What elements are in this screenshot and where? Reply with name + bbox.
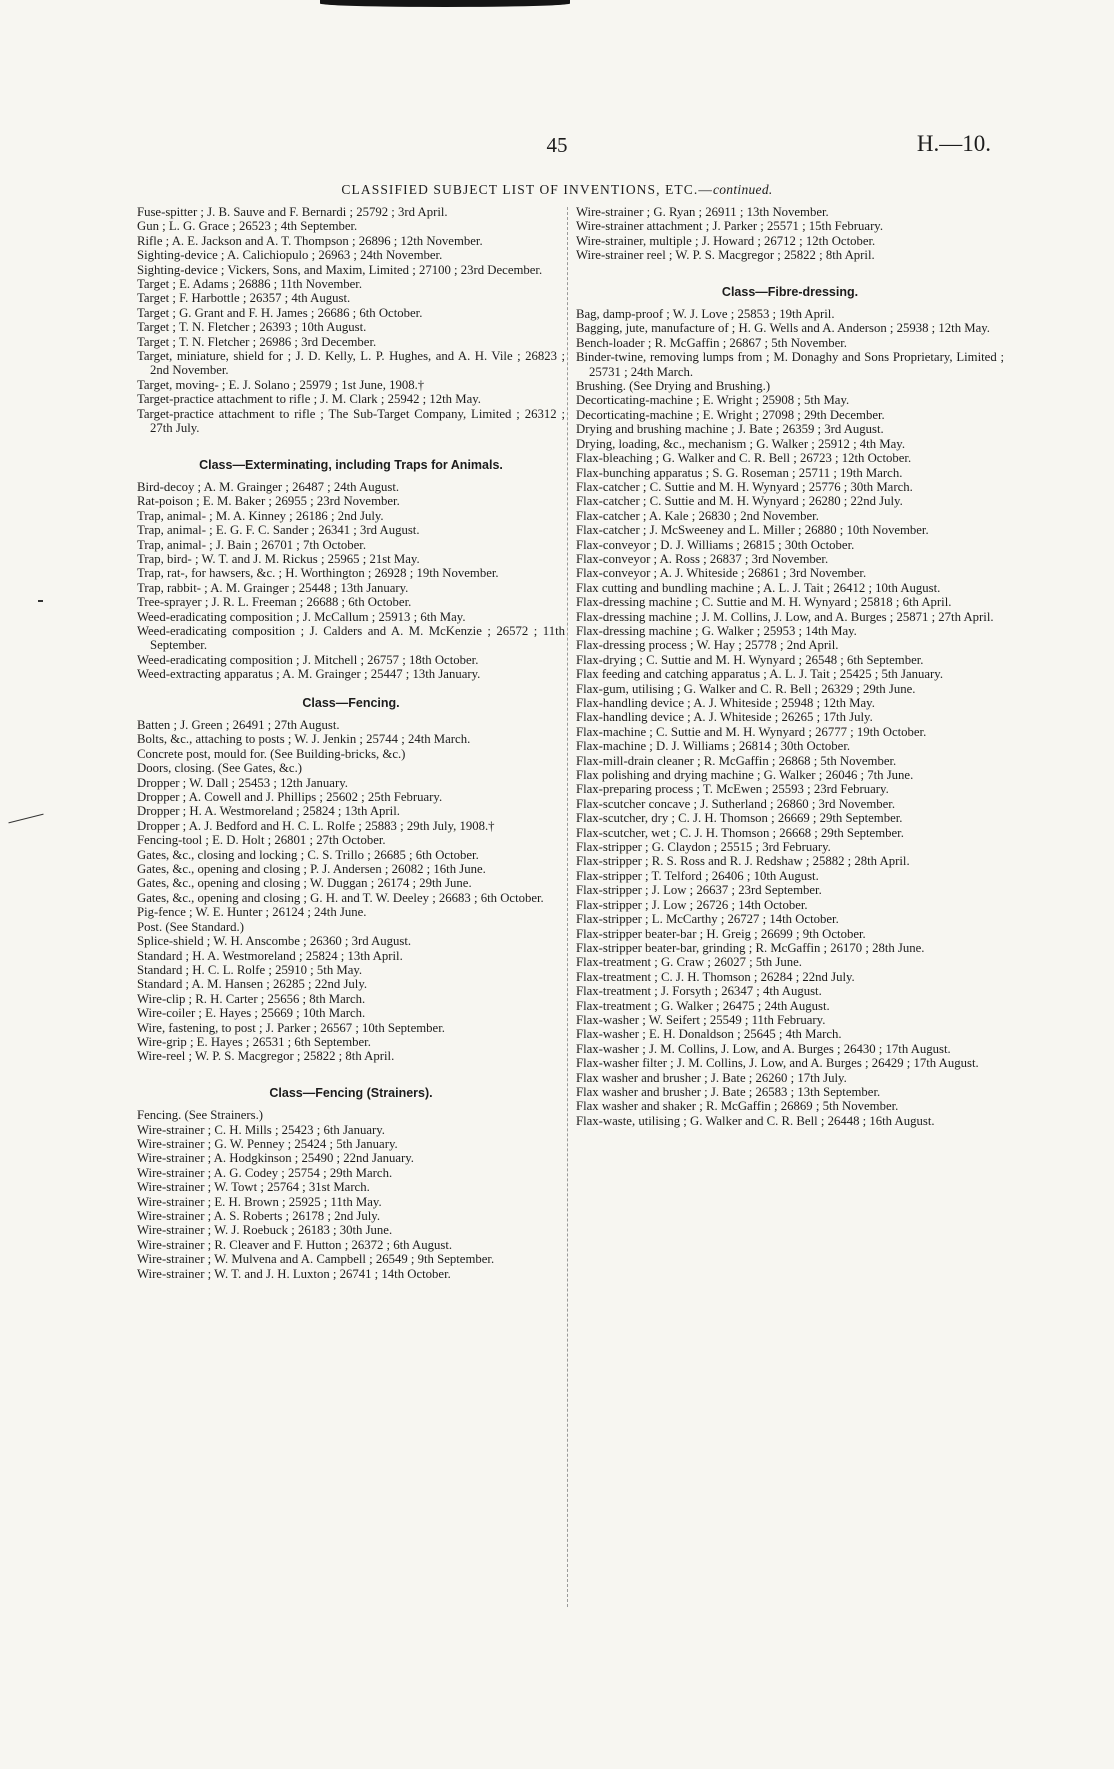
invention-entry: Batten ; J. Green ; 26491 ; 27th August.: [137, 718, 340, 732]
invention-entry: Flax-scutcher, dry ; C. J. H. Thomson ; 26669 ; 29th September.: [576, 811, 903, 826]
running-head-main: CLASSIFIED SUBJECT LIST OF INVENTIONS, ETC.—: [341, 182, 713, 197]
invention-entry: Flax-dressing machine ; J. M. Collins, J. Low, and A. Burges ; 25871 ; 27th April.: [576, 609, 994, 624]
invention-entry: Flax-dressing machine ; C. Suttie and M. H. Wynyard ; 25818 ; 6th April.: [576, 595, 952, 610]
invention-entry: Flax-gum, utilising ; G. Walker and C. R. Bell ; 26329 ; 29th June.: [576, 681, 916, 696]
invention-entry: Flax cutting and bundling machine ; A. L. J. Tait ; 26412 ; 10th August.: [576, 580, 941, 595]
invention-entry: Target-practice attachment to rifle ; J. M. Clark ; 25942 ; 12th May.: [137, 392, 481, 407]
invention-entry: Flax washer and brusher ; J. Bate ; 26260 ; 17th July.: [576, 1070, 847, 1085]
invention-entry: Wire-strainer ; G. Ryan ; 26911 ; 13th November.: [576, 205, 829, 219]
invention-entry: Standard ; A. M. Hansen ; 26285 ; 22nd July.: [137, 977, 368, 992]
invention-entry: Wire-grip ; E. Hayes ; 26531 ; 6th September.: [137, 1034, 371, 1049]
invention-entry: Target, miniature, shield for ; J. D. Kelly, L. P. Hughes, and A. H. Vile ; 26823 ; 2nd November.: [137, 349, 565, 378]
invention-entry: Target-practice attachment to rifle ; The Sub-Target Company, Limited ; 26312 ; 27th July.: [137, 406, 565, 436]
invention-entry: Dropper ; A. J. Bedford and H. C. L. Rolfe ; 25883 ; 29th July, 1908.†: [137, 818, 495, 833]
invention-entry: Weed-eradicating composition ; J. Calders and A. M. McKenzie ; 26572 ; 11th September.: [137, 623, 565, 653]
invention-entry: Drying and brushing machine ; J. Bate ; 26359 ; 3rd August.: [576, 422, 884, 437]
invention-entry: Rat-poison ; E. M. Baker ; 26955 ; 23rd November.: [137, 494, 400, 509]
invention-entry: Flax-bleaching ; G. Walker and C. R. Bell ; 26723 ; 12th October.: [576, 451, 912, 466]
invention-entry: Target ; G. Grant and F. H. James ; 26686 ; 6th October.: [137, 305, 423, 320]
running-head: [0, 182, 1114, 198]
invention-entry: Fencing. (See Strainers.): [137, 1108, 264, 1123]
invention-entry: Gates, &c., opening and closing ; W. Duggan ; 26174 ; 29th June.: [137, 876, 472, 891]
invention-entry: Standard ; H. A. Westmoreland ; 25824 ; 13th April.: [137, 948, 403, 963]
invention-entry: Flax washer and shaker ; R. McGaffin ; 26869 ; 5th November.: [576, 1099, 899, 1114]
invention-entry: Dropper ; A. Cowell and J. Phillips ; 25602 ; 25th February.: [137, 790, 443, 805]
right-column: [576, 205, 1004, 1128]
invention-entry: Trap, animal- ; E. G. F. C. Sander ; 26341 ; 3rd August.: [137, 523, 420, 538]
invention-entry: Flax washer and brusher ; J. Bate ; 26583 ; 13th September.: [576, 1084, 881, 1099]
invention-entry: Tree-sprayer ; J. R. L. Freeman ; 26688 ; 6th October.: [137, 595, 412, 610]
class-heading: Class—Fibre-dressing.: [721, 284, 859, 299]
invention-entry: Flax-stripper beater-bar, grinding ; R. McGaffin ; 26170 ; 28th June.: [576, 940, 925, 955]
invention-entry: Trap, rat-, for hawsers, &c. ; H. Worthington ; 26928 ; 19th November.: [137, 566, 499, 581]
invention-entry: Flax-stripper ; J. Low ; 26637 ; 23rd September.: [576, 883, 822, 898]
scan-edge-shadow: [320, 0, 570, 7]
invention-entry: Wire-strainer attachment ; J. Parker ; 25571 ; 15th February.: [576, 219, 884, 234]
series-code: H.—10.: [916, 131, 991, 156]
invention-entry: Wire-strainer ; E. H. Brown ; 25925 ; 11th May.: [137, 1194, 382, 1209]
invention-entry: Gates, &c., opening and closing ; G. H. and T. W. Deeley ; 26683 ; 6th October.: [137, 890, 544, 905]
invention-entry: Post. (See Standard.): [137, 919, 244, 934]
invention-entry: Trap, animal- ; J. Bain ; 26701 ; 7th October.: [137, 537, 367, 552]
page-number: 45: [546, 133, 568, 157]
invention-entry: Flax-dressing process ; W. Hay ; 25778 ; 2nd April.: [576, 638, 839, 653]
invention-entry: Wire-strainer ; A. S. Roberts ; 26178 ; 2nd July.: [137, 1209, 381, 1223]
invention-entry: Flax-scutcher concave ; J. Sutherland ; 26860 ; 3rd November.: [576, 796, 896, 811]
invention-entry: Weed-eradicating composition ; J. Mitchell ; 26757 ; 18th October.: [137, 652, 479, 667]
invention-entry: Flax-conveyor ; A. J. Whiteside ; 26861 ; 3rd November.: [576, 566, 867, 581]
invention-entry: Wire-strainer ; A. Hodgkinson ; 25490 ; 22nd January.: [137, 1151, 414, 1166]
invention-entry: Flax-handling device ; A. J. Whiteside ; 26265 ; 17th July.: [576, 710, 873, 725]
invention-entry: Bagging, jute, manufacture of ; H. G. Wells and A. Anderson ; 25938 ; 12th May.: [576, 321, 990, 336]
invention-entry: Flax-stripper ; J. Low ; 26726 ; 14th October.: [576, 897, 808, 912]
invention-entry: Flax-catcher ; C. Suttie and M. H. Wynyard ; 25776 ; 30th March.: [576, 479, 913, 494]
invention-entry: Flax-stripper ; G. Claydon ; 25515 ; 3rd February.: [576, 840, 831, 855]
scan-speck: [38, 600, 43, 602]
invention-entry: Flax-catcher ; J. McSweeney and L. Miller ; 26880 ; 10th November.: [576, 523, 929, 538]
invention-entry: Flax-stripper ; T. Telford ; 26406 ; 10th August.: [576, 868, 819, 883]
invention-entry: Flax-treatment ; C. J. H. Thomson ; 26284 ; 22nd July.: [576, 969, 855, 984]
invention-entry: Dropper ; W. Dall ; 25453 ; 12th January.: [137, 775, 348, 790]
class-heading: Class—Fencing (Strainers).: [269, 1085, 433, 1100]
invention-entry: Target ; T. N. Fletcher ; 26986 ; 3rd December.: [137, 334, 377, 349]
invention-entry: Flax-machine ; C. Suttie and M. H. Wynyard ; 26777 ; 19th October.: [576, 724, 927, 739]
invention-entry: Fencing-tool ; E. D. Holt ; 26801 ; 27th October.: [137, 833, 386, 848]
invention-entry: Flax-stripper ; L. McCarthy ; 26727 ; 14th October.: [576, 912, 839, 927]
invention-entry: Flax-stripper ; R. S. Ross and R. J. Redshaw ; 25882 ; 28th April.: [576, 854, 910, 869]
invention-entry: Gun ; L. G. Grace ; 26523 ; 4th September.: [137, 219, 358, 234]
invention-entry: Concrete post, mould for. (See Building-bricks, &c.): [137, 746, 406, 761]
column-divider: [567, 207, 568, 1607]
invention-entry: Trap, animal- ; M. A. Kinney ; 26186 ; 2nd July.: [137, 508, 384, 523]
invention-entry: Bench-loader ; R. McGaffin ; 26867 ; 5th November.: [576, 335, 847, 350]
invention-entry: Fuse-spitter ; J. B. Sauve and F. Bernardi ; 25792 ; 3rd April.: [137, 205, 448, 219]
invention-entry: Wire-coiler ; E. Hayes ; 25669 ; 10th March.: [137, 1006, 366, 1021]
invention-entry: Flax-mill-drain cleaner ; R. McGaffin ; 26868 ; 5th November.: [576, 753, 897, 768]
invention-entry: Weed-eradicating composition ; J. McCallum ; 25913 ; 6th May.: [137, 609, 466, 624]
invention-entry: Flax-washer ; W. Seifert ; 25549 ; 11th February.: [576, 1012, 826, 1027]
invention-entry: Bird-decoy ; A. M. Grainger ; 26487 ; 24th August.: [137, 479, 400, 494]
invention-entry: Wire-strainer ; W. J. Roebuck ; 26183 ; 30th June.: [137, 1223, 393, 1238]
invention-entry: Flax feeding and catching apparatus ; A. L. J. Tait ; 25425 ; 5th January.: [576, 667, 944, 682]
invention-entry: Target ; E. Adams ; 26886 ; 11th November.: [137, 277, 363, 292]
invention-entry: Wire-strainer ; R. Cleaver and F. Hutton ; 26372 ; 6th August.: [137, 1237, 453, 1252]
left-column: [137, 205, 565, 1281]
invention-entry: Flax-treatment ; J. Forsyth ; 26347 ; 4th August.: [576, 984, 822, 999]
invention-entry: Flax-conveyor ; D. J. Williams ; 26815 ; 30th October.: [576, 537, 855, 552]
invention-entry: Gates, &c., closing and locking ; C. S. Trillo ; 26685 ; 6th October.: [137, 847, 479, 862]
invention-entry: Splice-shield ; W. H. Anscombe ; 26360 ; 3rd August.: [137, 934, 412, 949]
invention-entry: Wire-strainer, multiple ; J. Howard ; 26712 ; 12th October.: [576, 233, 876, 248]
invention-entry: Target ; T. N. Fletcher ; 26393 ; 10th August.: [137, 320, 367, 335]
invention-entry: Binder-twine, removing lumps from ; M. Donaghy and Sons Proprietary, Limited ; 25731 ; 24th March.: [576, 350, 1004, 379]
invention-entry: Decorticating-machine ; E. Wright ; 25908 ; 5th May.: [576, 393, 850, 408]
invention-entry: Standard ; H. C. L. Rolfe ; 25910 ; 5th May.: [137, 962, 363, 977]
invention-entry: Weed-extracting apparatus ; A. M. Grainger ; 25447 ; 13th January.: [137, 667, 481, 682]
invention-entry: Bolts, &c., attaching to posts ; W. J. Jenkin ; 25744 ; 24th March.: [137, 732, 471, 747]
invention-entry: Doors, closing. (See Gates, &c.): [137, 761, 303, 776]
invention-entry: Wire-strainer ; C. H. Mills ; 25423 ; 6th January.: [137, 1122, 385, 1137]
invention-entry: Brushing. (See Drying and Brushing.): [576, 379, 771, 394]
invention-entry: Flax-catcher ; C. Suttie and M. H. Wynyard ; 26280 ; 22nd July.: [576, 494, 903, 509]
invention-entry: Flax-conveyor ; A. Ross ; 26837 ; 3rd November.: [576, 551, 829, 566]
invention-entry: Flax-treatment ; G. Walker ; 26475 ; 24th August.: [576, 998, 830, 1013]
invention-entry: Flax-preparing process ; T. McEwen ; 25593 ; 23rd February.: [576, 782, 889, 797]
invention-entry: Trap, bird- ; W. T. and J. M. Rickus ; 25965 ; 21st May.: [137, 551, 420, 566]
invention-entry: Drying, loading, &c., mechanism ; G. Walker ; 25912 ; 4th May.: [576, 436, 906, 451]
invention-entry: Wire-strainer ; W. Mulvena and A. Campbell ; 26549 ; 9th September.: [137, 1252, 495, 1267]
invention-entry: Flax-drying ; C. Suttie and M. H. Wynyard ; 26548 ; 6th September.: [576, 652, 924, 667]
invention-entry: Sighting-device ; Vickers, Sons, and Maxim, Limited ; 27100 ; 23rd December.: [137, 262, 543, 277]
scan-speck: [8, 814, 43, 824]
invention-entry: Sighting-device ; A. Calichiopulo ; 26963 ; 24th November.: [137, 248, 443, 263]
invention-entry: Wire, fastening, to post ; J. Parker ; 26567 ; 10th September.: [137, 1020, 445, 1035]
invention-entry: Dropper ; H. A. Westmoreland ; 25824 ; 13th April.: [137, 804, 400, 819]
invention-entry: Flax-washer ; E. H. Donaldson ; 25645 ; 4th March.: [576, 1027, 842, 1042]
invention-entry: Flax-catcher ; A. Kale ; 26830 ; 2nd November.: [576, 508, 819, 523]
invention-entry: Wire-strainer reel ; W. P. S. Macgregor ; 25822 ; 8th April.: [576, 248, 875, 263]
invention-entry: Flax-handling device ; A. J. Whiteside ; 25948 ; 12th May.: [576, 696, 875, 710]
invention-entry: Flax-bunching apparatus ; S. G. Roseman ; 25711 ; 19th March.: [576, 465, 903, 480]
invention-entry: Wire-strainer ; A. G. Codey ; 25754 ; 29th March.: [137, 1165, 393, 1180]
invention-entry: Flax-washer filter ; J. M. Collins, J. Low, and A. Burges ; 26429 ; 17th August.: [576, 1056, 979, 1071]
invention-entry: Rifle ; A. E. Jackson and A. T. Thompson ; 26896 ; 12th November.: [137, 233, 483, 248]
invention-entry: Trap, rabbit- ; A. M. Grainger ; 25448 ; 13th January.: [137, 580, 409, 595]
invention-entry: Target ; F. Harbottle ; 26357 ; 4th August.: [137, 291, 351, 306]
invention-entry: Decorticating-machine ; E. Wright ; 27098 ; 29th December.: [576, 407, 885, 422]
invention-entry: Flax-washer ; J. M. Collins, J. Low, and A. Burges ; 26430 ; 17th August.: [576, 1041, 951, 1056]
invention-entry: Flax-stripper beater-bar ; H. Greig ; 26699 ; 9th October.: [576, 926, 866, 941]
invention-entry: Wire-strainer ; W. Towt ; 25764 ; 31st March.: [137, 1180, 370, 1195]
invention-entry: Flax-machine ; D. J. Williams ; 26814 ; 30th October.: [576, 739, 851, 754]
invention-entry: Flax-treatment ; G. Craw ; 26027 ; 5th June.: [576, 955, 802, 970]
invention-entry: Wire-strainer ; G. W. Penney ; 25424 ; 5th January.: [137, 1136, 398, 1151]
invention-entry: Pig-fence ; W. E. Hunter ; 26124 ; 24th June.: [137, 905, 367, 920]
class-heading: Class—Exterminating, including Traps for Animals.: [199, 457, 503, 472]
class-heading: Class—Fencing.: [302, 695, 400, 710]
invention-entry: Wire-clip ; R. H. Carter ; 25656 ; 8th March.: [137, 991, 366, 1006]
invention-entry: Gates, &c., opening and closing ; P. J. Andersen ; 26082 ; 16th June.: [137, 862, 486, 877]
invention-entry: Wire-reel ; W. P. S. Macgregor ; 25822 ; 8th April.: [137, 1049, 395, 1064]
invention-entry: Bag, damp-proof ; W. J. Love ; 25853 ; 19th April.: [576, 307, 835, 322]
invention-entry: Flax-waste, utilising ; G. Walker and C. R. Bell ; 26448 ; 16th August.: [576, 1113, 935, 1128]
invention-entry: Flax polishing and drying machine ; G. Walker ; 26046 ; 7th June.: [576, 768, 914, 783]
invention-entry: Target, moving- ; E. J. Solano ; 25979 ; 1st June, 1908.†: [137, 377, 425, 392]
invention-entry: Flax-dressing machine ; G. Walker ; 25953 ; 14th May.: [576, 623, 857, 638]
running-head-continued: continued.: [712, 182, 773, 197]
invention-entry: Wire-strainer ; W. T. and J. H. Luxton ; 26741 ; 14th October.: [137, 1266, 451, 1281]
invention-entry: Flax-scutcher, wet ; C. J. H. Thomson ; 26668 ; 29th September.: [576, 825, 904, 840]
